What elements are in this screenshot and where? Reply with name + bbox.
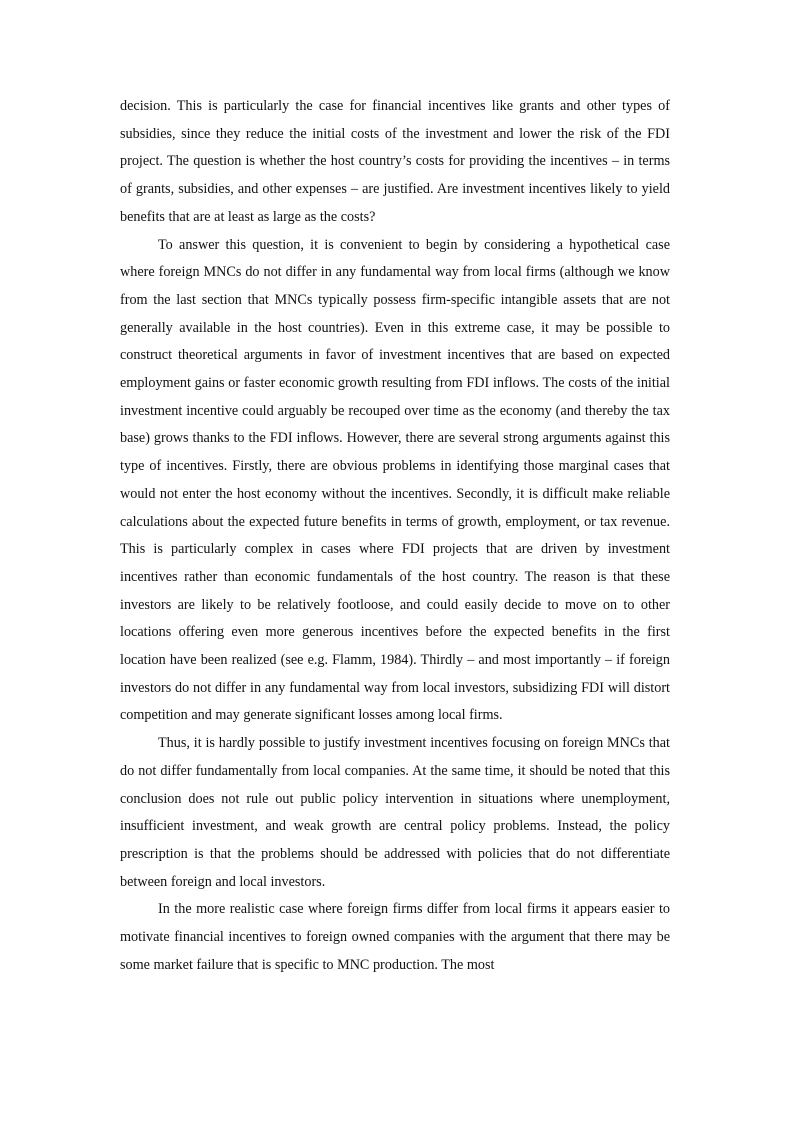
paragraph-3: Thus, it is hardly possible to justify investment incentives focusing on foreign MNCs that do not differ fundamentally from local companies. At the same time, it should be noted that this conclusion does not rule out public policy intervention in situations where unemployment, insufficient investment, and weak growth are central policy problems. Instead, the policy prescription is that the problems should be addressed with policies that do not differentiate between foreign and local investors. xyxy=(120,735,670,890)
body-text xyxy=(120,93,670,980)
paragraph-1: decision. This is particularly the case for financial incentives like grants and other types of subsidies, since they reduce the initial costs of the investment and lower the risk of the FDI project. The question is whether the host country’s costs for providing the incentives – in terms of grants, subsidies, and other expenses – are justified. Are investment incentives likely to yield benefits that are at least as large as the costs? xyxy=(120,98,670,225)
paragraph-2: To answer this question, it is convenient to begin by considering a hypothetical case where foreign MNCs do not differ in any fundamental way from local firms (although we know from the last section that MNCs typically possess firm-specific intangible assets that are not generally available in the host countries). Even in this extreme case, it may be possible to construct theoretical arguments in favor of investment incentives that are based on expected employment gains or faster economic growth resulting from FDI inflows. The costs of the initial investment incentive could arguably be recouped over time as the economy (and thereby the tax base) grows thanks to the FDI inflows. However, there are several strong arguments against this type of incentives. Firstly, there are obvious problems in identifying those marginal cases that would not enter the host economy without the incentives. Secondly, it is difficult make reliable calculations about the expected future benefits in terms of growth, employment, or tax revenue. This is particularly complex in cases where FDI projects that are driven by investment incentives rather than economic fundamentals of the host country. The reason is that these investors are likely to be relatively footloose, and could easily decide to move on to other locations offering even more generous incentives before the expected benefits in the first location have been realized (see e.g. Flamm, 1984). Thirdly – and most importantly – if foreign investors do not differ in any fundamental way from local investors, subsidizing FDI will distort competition and may generate significant losses among local firms. xyxy=(120,236,670,724)
paragraph-4: In the more realistic case where foreign firms differ from local firms it appears easier to motivate financial incentives to foreign owned companies with the argument that there may be some market failure that is specific to MNC production. The most xyxy=(120,901,670,973)
